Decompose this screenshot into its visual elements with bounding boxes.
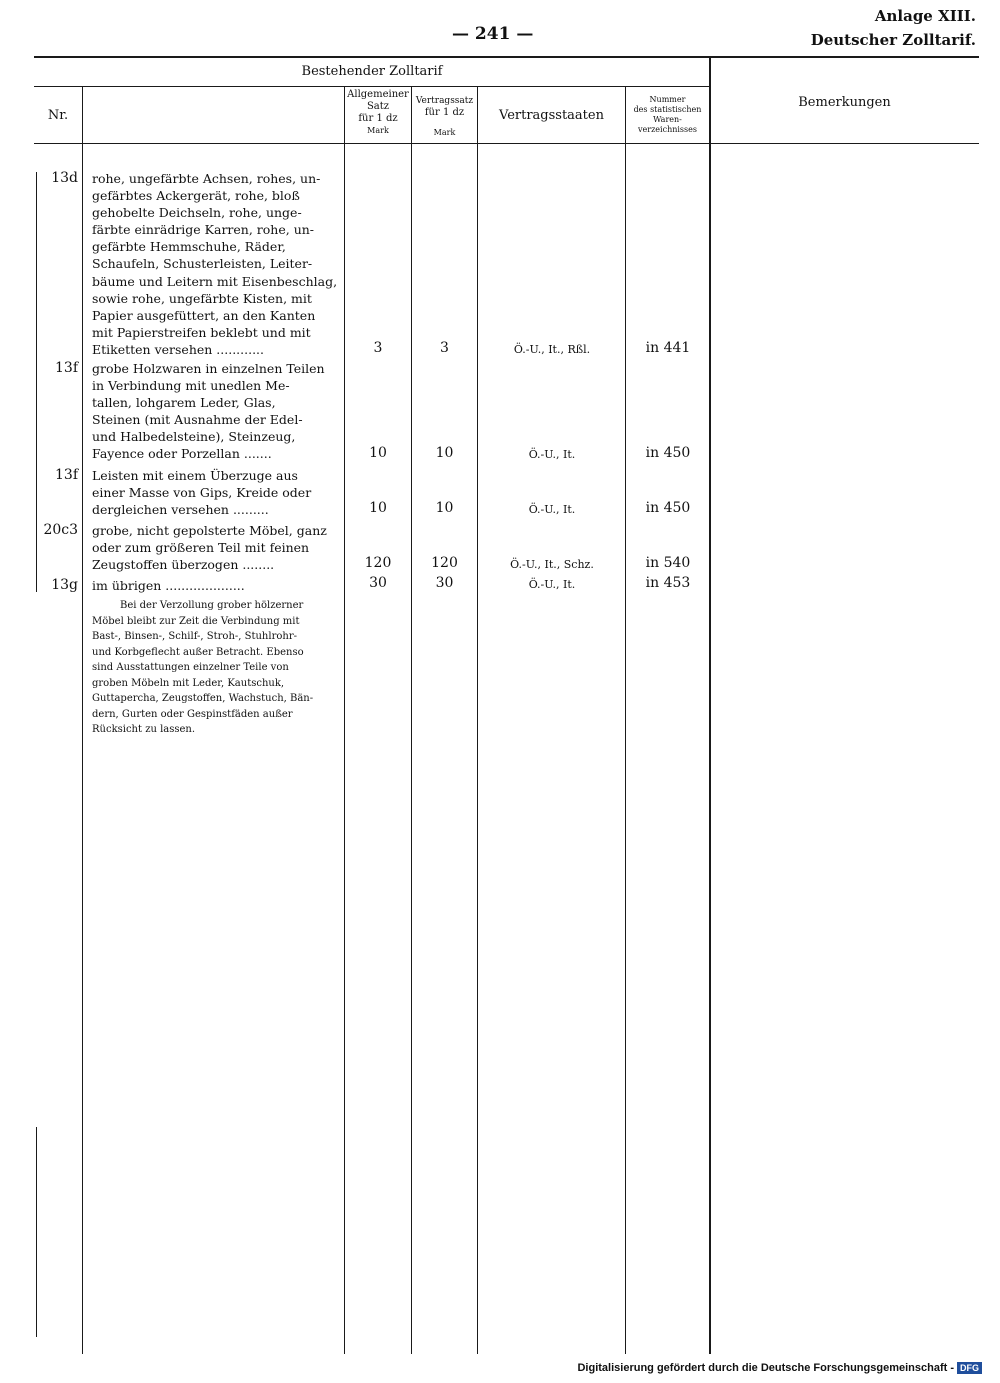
group-title: Bestehender Zolltarif — [301, 64, 443, 79]
treaty-rate: 10 — [435, 500, 454, 516]
page-number: — 241 — — [452, 24, 534, 44]
treaty-states: Ö.-U., It. — [528, 448, 576, 461]
statistical-ref: in 453 — [645, 575, 691, 591]
row-nr: 20c3 — [43, 522, 78, 538]
row-description: im übrigen .................... — [92, 578, 245, 593]
general-rate: 30 — [369, 575, 387, 591]
col-divider-states — [625, 86, 626, 1354]
col-divider-general — [411, 86, 412, 1354]
row-description: grobe Holzwaren in einzelnen Teilen in Verbindung mit unedlen Me- tallen, lohgarem Leder, Glas, Steinen (mit Ausnahme der Edel- und Halbedelsteine), Steinzeug, Fayence oder Porzellan ....... — [92, 361, 325, 462]
footer-text: Digitalisierung gefördert durch die Deutsche Forschungsgemeinschaft - — [577, 1362, 954, 1374]
row-description: grobe, nicht gepolsterte Möbel, ganz oder zum größeren Teil mit feinen Zeugstoffen überzogen ........ — [92, 523, 327, 573]
anlage-label: Anlage XIII. — [874, 7, 976, 25]
col-header-treaty-rate: Vertragssatz für 1 dz Mark — [415, 96, 474, 137]
col-divider-remarks — [709, 57, 711, 1354]
general-rate: 10 — [369, 500, 387, 516]
explanatory-note: Bei der Verzollung grober hölzerner Möbel bleibt zur Zeit die Verbindung mit Bast-, Binsen-, Schilf-, Stroh-, Stuhlrohr- und Korbgeflecht außer Betracht. Ebenso sind Ausstattungen einzelner Teile von groben Möbeln mit Leder, Kautschuk, Guttapercha, Zeugstoffen, Wachstuch, Bän- dern, Gurten oder Gespinstfäden außer Rücksicht zu lassen. — [92, 600, 314, 735]
statistical-ref: in 441 — [645, 340, 691, 356]
row-nr: 13f — [55, 360, 78, 376]
row-bracket-lower — [36, 1127, 37, 1337]
statistical-ref: in 540 — [645, 555, 691, 571]
general-rate: 120 — [364, 555, 392, 571]
treaty-rate: 3 — [440, 340, 449, 356]
treaty-rate: 10 — [435, 445, 454, 461]
treaty-states: Ö.-U., It. — [528, 578, 576, 591]
statistical-ref: in 450 — [645, 445, 691, 461]
col-divider-desc — [344, 86, 345, 1354]
row-nr: 13f — [55, 467, 78, 483]
col-header-nr: Nr. — [47, 108, 69, 123]
col-header-states: Vertragsstaaten — [499, 108, 604, 123]
col-header-statistical-number: Nummer des statistischen Waren- verzeichnisses — [633, 95, 702, 134]
row-nr: 13g — [51, 577, 78, 593]
treaty-states: Ö.-U., It., Schz. — [510, 558, 594, 571]
row-description: Leisten mit einem Überzuge aus einer Masse von Gips, Kreide oder dergleichen versehen ......... — [92, 468, 312, 518]
treaty-rate: 120 — [431, 555, 458, 571]
col-divider-nr — [82, 86, 83, 1354]
dfg-logo: DFG — [957, 1362, 982, 1374]
row-nr: 13d — [51, 170, 78, 186]
group-title-rule — [34, 86, 710, 87]
col-header-remarks: Bemerkungen — [798, 95, 891, 110]
tariff-title: Deutscher Zolltarif. — [810, 31, 976, 49]
general-rate: 3 — [373, 340, 383, 356]
treaty-rate: 30 — [435, 575, 454, 591]
col-header-general-rate: Allgemeiner Satz für 1 dz Mark — [347, 89, 409, 135]
treaty-states: Ö.-U., It., Rßl. — [513, 343, 591, 356]
table-top-rule — [34, 56, 979, 58]
treaty-states: Ö.-U., It. — [528, 503, 576, 516]
statistical-ref: in 450 — [645, 500, 691, 516]
general-rate: 10 — [369, 445, 387, 461]
col-divider-treaty — [477, 86, 478, 1354]
digitization-footer — [577, 1362, 982, 1374]
header-bottom-rule — [34, 143, 979, 144]
row-description: rohe, ungefärbte Achsen, rohes, un- gefärbtes Ackergerät, rohe, bloß gehobelte Deichseln, rohe, unge- färbte einrädrige Karren, rohe, un- gefärbte Hemmschuhe, Räder, Schaufeln, Schusterleisten, Leiter- bäume und Leitern mit Eisenbeschlag, sowie rohe, ungefärbte Kisten, mit Papier ausgefüttert, an den Kanten mit Papierstreifen beklebt und mit Etiketten versehen ............ — [92, 171, 338, 357]
